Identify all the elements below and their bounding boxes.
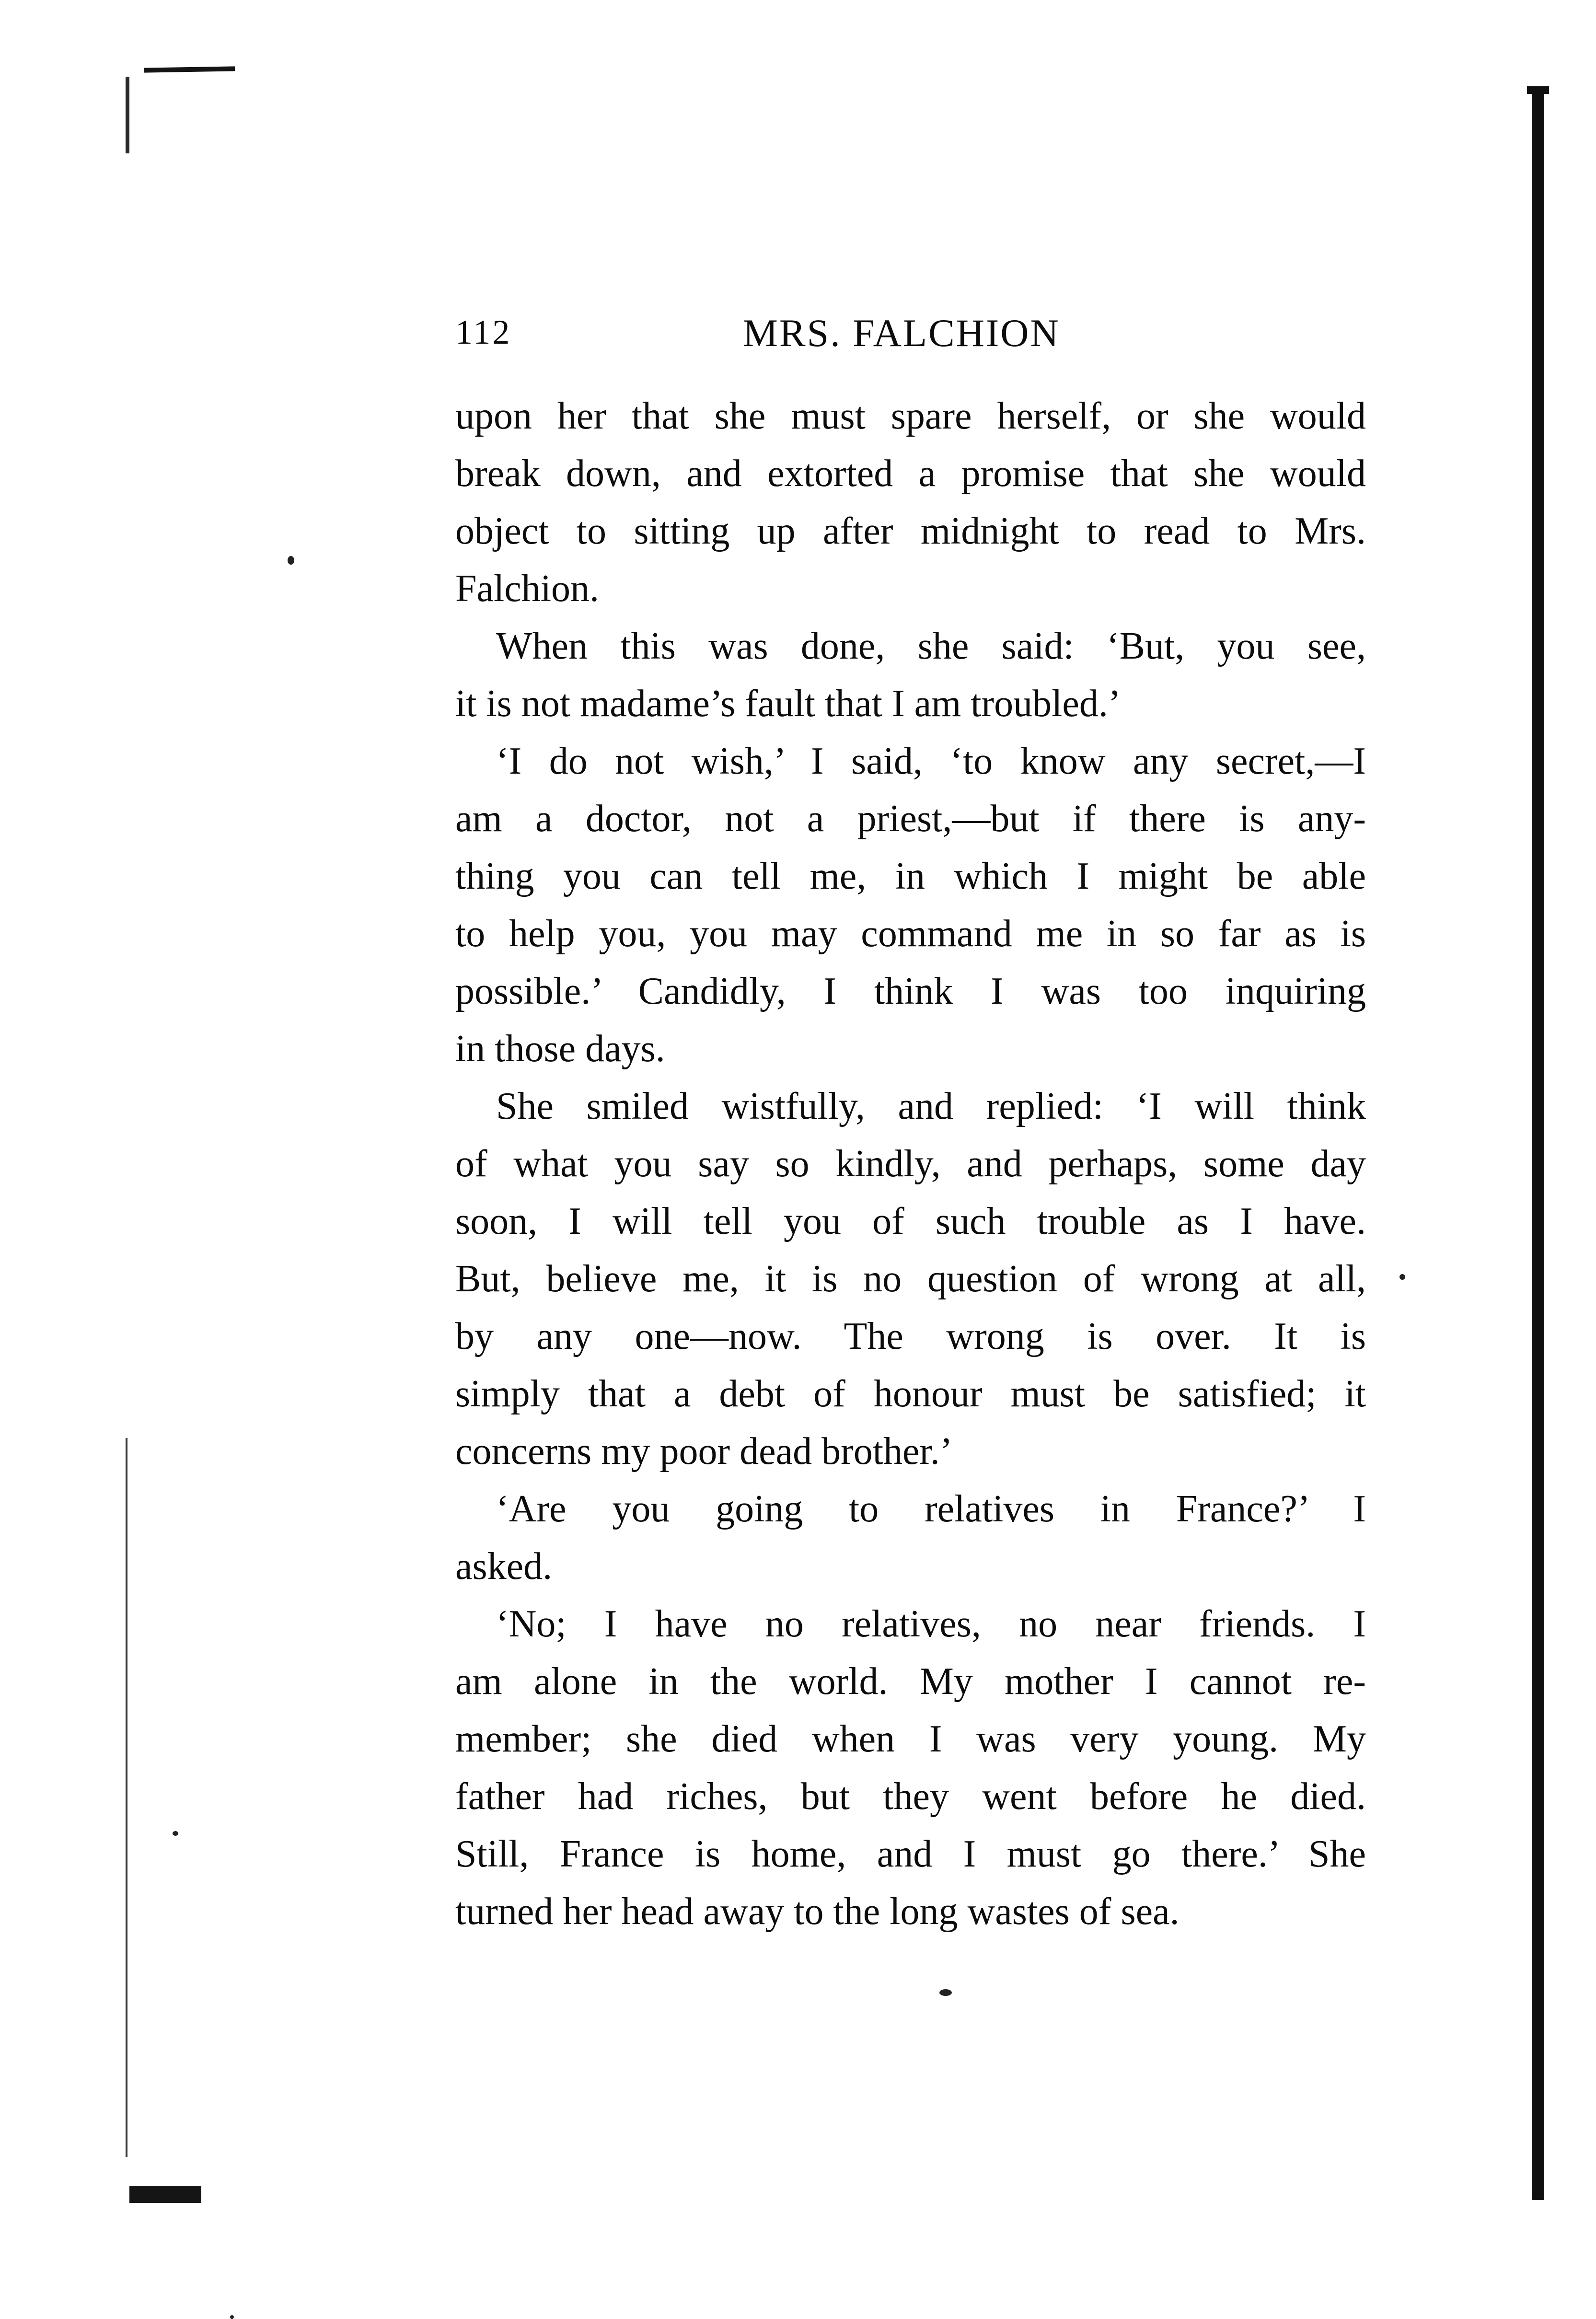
scan-edge-cap [1527, 86, 1549, 94]
scan-speck [173, 1831, 178, 1836]
page-number: 112 [455, 313, 512, 351]
scan-left-edge [126, 77, 129, 153]
text-line: Falchion. [455, 568, 599, 610]
text-line: When this was done, she said: ‘But, you see, [496, 625, 1366, 667]
text-line: it is not madame’s fault that I am troubled.’ [455, 683, 1121, 725]
text-line: object to sitting up after midnight to read to Mrs. [455, 510, 1366, 552]
text-line: upon her that she must spare herself, or she would [455, 395, 1366, 437]
running-title: MRS. FALCHION [743, 311, 1060, 355]
text-line: Still, France is home, and I must go there.’ She [455, 1833, 1366, 1875]
text-line: possible.’ Candidly, I think I was too inquiring [455, 970, 1366, 1012]
scan-speck [939, 1989, 952, 1996]
text-line: ‘Are you going to relatives in France?’ I [496, 1488, 1366, 1530]
scan-edge-bar [1532, 86, 1544, 2200]
text-line: simply that a debt of honour must be satisfied; it [455, 1373, 1366, 1415]
text-line: ‘No; I have no relatives, no near friends. I [496, 1603, 1366, 1645]
text-line: thing you can tell me, in which I might be able [455, 855, 1366, 897]
text-line: of what you say so kindly, and perhaps, some day [455, 1143, 1366, 1185]
text-line: to help you, you may command me in so far as is [455, 913, 1366, 955]
text-line: am alone in the world. My mother I cannot re- [455, 1660, 1366, 1703]
page-header [455, 311, 1366, 368]
text-line: But, believe me, it is no question of wrong at all, [455, 1258, 1366, 1300]
text-line: break down, and extorted a promise that she would [455, 452, 1366, 495]
text-line: soon, I will tell you of such trouble as I have. [455, 1200, 1366, 1242]
text-line: asked. [455, 1545, 553, 1588]
body-text [455, 387, 1366, 1940]
scan-left-spine [126, 1438, 127, 2157]
scan-bottom-left-mark [129, 2186, 201, 2203]
text-line: She smiled wistfully, and replied: ‘I will think [496, 1085, 1366, 1127]
text-line: by any one—now. The wrong is over. It is [455, 1315, 1366, 1357]
scan-top-left-mark [144, 66, 235, 72]
text-line: member; she died when I was very young. My [455, 1718, 1366, 1760]
scan-speck [1399, 1274, 1405, 1280]
text-line: turned her head away to the long wastes of sea. [455, 1890, 1180, 1933]
text-line: concerns my poor dead brother.’ [455, 1430, 953, 1473]
text-line: ‘I do not wish,’ I said, ‘to know any secret,—I [496, 740, 1366, 782]
text-line: am a doctor, not a priest,—but if there is any- [455, 798, 1366, 840]
scan-speck [288, 556, 294, 565]
text-line: in those days. [455, 1028, 665, 1070]
scan-speck [230, 2315, 234, 2319]
text-line: father had riches, but they went before he died. [455, 1775, 1366, 1818]
